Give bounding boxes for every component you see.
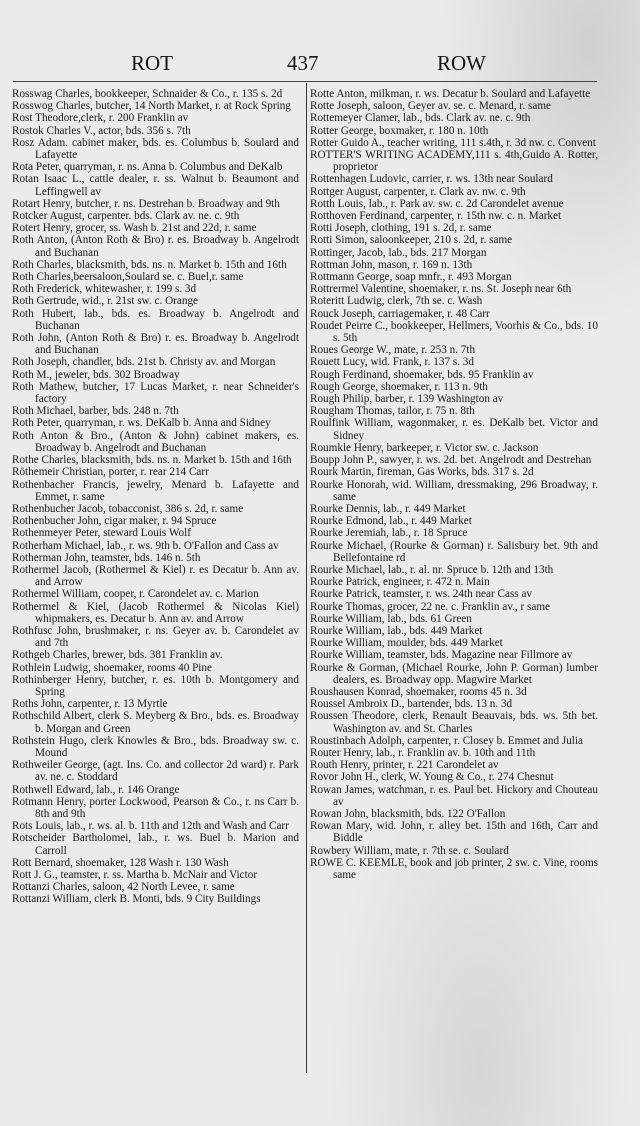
directory-entry: Router Henry, lab., r. Franklin av. b. 10th and 11th <box>310 746 536 759</box>
directory-entry: Roues George W., mate, r. 253 n. 7th <box>310 344 476 357</box>
directory-entry: Roth Charles,beersaloon,Soulard se. c. Buel,r. same <box>12 271 244 284</box>
directory-entry: Rosswog Charles, butcher, 14 North Market, r. at Rock Spring <box>12 100 291 113</box>
directory-entry: Rourke William, moulder, bds. 449 Market <box>310 637 503 650</box>
directory-entry: Roth Hubert, lab., bds. es. Broadway b. Angelrodt and Buchanan <box>12 307 299 332</box>
directory-entry: Boupp John P., sawyer, r. ws. 2d. bet. Angelrodt and Destrehan <box>310 454 592 467</box>
directory-entry: Rourke Honorah, wid. William, dressmaking, 296 Broadway, r. same <box>310 478 598 503</box>
directory-entry: Rotter Guido A., teacher writing, 111 s.4th, r. 3d nw. c. Convent <box>310 136 596 149</box>
directory-entry: Rourke Michael, (Rourke & Gorman) r. Salisbury bet. 9th and Bellefontaine rd <box>310 539 598 564</box>
directory-entry: Rotscheider Bartholomei, lab., r. ws. Buel b. Marion and Carroll <box>12 832 299 857</box>
directory-entry: Rottger August, carpenter, r. Clark av. nw. c. 9th <box>310 185 526 198</box>
directory-entry: Rottmann George, soap mnfr., r. 493 Morgan <box>310 271 512 284</box>
directory-entry: Roth Michael, barber, bds. 248 n. 7th <box>12 405 179 418</box>
directory-entry: Rostok Charles V., actor, bds. 356 s. 7th <box>12 124 191 137</box>
directory-entry: Rost Theodore,clerk, r. 200 Franklin av <box>12 112 189 125</box>
directory-entry: Rourke & Gorman, (Michael Rourke, John P. Gorman) lumber dealers, es. Broadway opp. Magwire Market <box>310 661 598 686</box>
directory-entry: Rourke Edmond, lab., r. 449 Market <box>310 515 472 528</box>
directory-entry: Rosz Adam. cabinet maker, bds. es. Columbus b. Soulard and Lafayette <box>12 136 299 162</box>
directory-entry: Rothermel & Kiel, (Jacob Rothermel & Nicolas Kiel) whipmakers, es. Decatur b. Ann av. and Arrow <box>12 600 299 625</box>
directory-entry: Rourk Martin, fireman, Gas Works, bds. 317 s. 2d <box>310 466 534 479</box>
directory-entry: Röthemeir Christian, porter, r. rear 214 Carr <box>12 466 209 479</box>
directory-entry: Rourke Thomas, grocer, 22 ne. c. Franklin av., r same <box>310 600 551 613</box>
directory-entry: Rowan John, blacksmith, bds. 122 O'Fallon <box>310 807 506 820</box>
directory-entry: Rourke William, teamster, bds. Magazine near Fillmore av <box>310 649 573 662</box>
directory-entry: Rourke William, lab., bds. 449 Market <box>310 624 483 637</box>
directory-entry: Rough Ferdinand, shoemaker, bds. 95 Franklin av <box>310 368 534 381</box>
directory-entry: Rotmann Henry, porter Lockwood, Pearson & Co., r. ns Carr b. 8th and 9th <box>12 795 299 820</box>
page-number: 437 <box>287 51 319 75</box>
directory-entry: Roumkle Henry, barkeeper, r. Victor sw. c. Jackson <box>310 441 539 454</box>
directory-entry: Rotcker August, carpenter. bds. Clark av. ne. c. 9th <box>12 210 240 223</box>
directory-entry: Rothermel William, cooper, r. Carondelet av. c. Marion <box>12 588 259 601</box>
directory-entry: ROWE C. KEEMLE, book and job printer, 2 sw. c. Vine, rooms same <box>310 856 598 881</box>
directory-entry: Roussel Ambroix D., bartender, bds. 13 n. 3d <box>310 698 513 711</box>
directory-entry: Rottemeyer Clamer, lab., bds. Clark av. ne. c. 9th <box>310 112 531 125</box>
running-head-left: ROT <box>131 51 173 75</box>
directory-entry: Rothschild Albert, clerk S. Meyberg & Bro., bds. es. Broadway b. Morgan and Green <box>12 710 299 735</box>
directory-entry: Rothenbucher John, cigar maker, r. 94 Spruce <box>12 515 217 528</box>
directory-entry: Rottrermel Valentine, shoemaker, r. ns. St. Joseph near 6th <box>310 283 572 296</box>
directory-entry: Rothweiler George, (agt. Ins. Co. and collector 2d ward) r. Park av. ne. c. Stoddard <box>12 759 299 784</box>
right-column <box>310 88 598 881</box>
directory-entry: Rotherman John, teamster, bds. 146 n. 5th <box>12 551 201 564</box>
directory-entry: Rouett Lucy, wid. Frank, r. 137 s. 3d <box>310 356 474 369</box>
directory-entry: Rothenmeyer Peter, steward Louis Wolf <box>12 527 191 540</box>
directory-entry: Rotti Joseph, clothing, 191 s. 2d, r. same <box>310 222 492 235</box>
directory-entry: Rott Bernard, shoemaker, 128 Wash r. 130 Wash <box>12 856 229 869</box>
directory-entry: Rotherham Michael, lab., r. ws. 9th b. O'Fallon and Cass av <box>12 539 279 552</box>
directory-entry: Rowan Mary, wid. John, r. alley bet. 15th and 16th, Carr and Biddle <box>310 820 598 845</box>
directory-entry: Rottman John, mason, r. 169 n. 13th <box>310 258 473 271</box>
directory-entry: Roulfink William, wagonmaker, r. es. DeKalb bet. Victor and Sidney <box>310 417 598 442</box>
directory-entry: Rott J. G., teamster, r. ss. Martha b. McNair and Victor <box>12 869 258 881</box>
directory-entry: Rourke Patrick, engineer, r. 472 n. Main <box>310 576 490 589</box>
directory-entry: Roudet Peirre C., bookkeeper, Hellmers, Voorhis & Co., bds. 10 s. 5th <box>310 319 598 345</box>
directory-entry: Rough Philip, barber, r. 139 Washington av <box>310 393 504 406</box>
directory-entry: Rothenbucher Jacob, tobacconist, 386 s. 2d, r. same <box>12 502 244 515</box>
left-column <box>12 88 299 906</box>
directory-entry: Roth Charles, blacksmith, bds. ns. n. Market b. 15th and 16th <box>12 258 287 271</box>
directory-entry: Rottenhagen Ludovic, carrier, r. ws. 13th near Soulard <box>310 173 553 186</box>
directory-entry: Roth John, (Anton Roth & Bro) r. es. Broadway b. Angelrodt and Buchanan <box>12 332 299 357</box>
directory-entry: Rowbery William, mate, r. 7th se. c. Soulard <box>310 844 509 857</box>
directory-entry: Rothfusc John, brushmaker, r. ns. Geyer av. b. Carondelet av and 7th <box>12 624 299 650</box>
directory-entry: Rotth Louis, lab., r. Park av. sw. c. 2d Carondelet avenue <box>310 197 564 210</box>
header-rule <box>13 81 597 82</box>
directory-entry: Rouck Joseph, carriagemaker, r. 48 Carr <box>310 307 490 320</box>
directory-entry: Rotan Isaac L., cattle dealer, r. ss. Walnut b. Beaumont and Leffingwell av <box>12 173 299 198</box>
directory-entry: Roushausen Konrad, shoemaker, rooms 45 n. 3d <box>310 685 527 698</box>
directory-entry: Rothgeb Charles, brewer, bds. 381 Franklin av. <box>12 649 223 662</box>
directory-entry: Rothlein Ludwig, shoemaker, rooms 40 Pine <box>12 661 212 674</box>
directory-entry: Rotthoven Ferdinand, carpenter, r. 15th nw. c. n. Market <box>310 210 562 223</box>
directory-entry: Rothstein Hugo, clerk Knowles & Bro., bds. Broadway sw. c. Mound <box>12 734 299 759</box>
directory-entry: Roustinbach Adolph, carpenter, r. Closey b. Emmet and Julia <box>310 734 583 747</box>
running-head-right: ROW <box>437 51 486 75</box>
directory-entry: Rotart Henry, butcher, r. ns. Destrehan b. Broadway and 9th <box>12 197 280 210</box>
directory-entry: Rothwell Edward, lab., r. 146 Orange <box>12 783 180 796</box>
directory-entry: Rothenbacher Francis, jewelry, Menard b. Lafayette and Emmet, r. same <box>12 478 299 503</box>
directory-entry: Rourke Patrick, teamster, r. ws. 24th near Cass av <box>310 588 533 601</box>
directory-entry: ROTTER'S WRITING ACADEMY,111 s. 4th,Guido A. Rotter, proprietor <box>310 149 598 174</box>
directory-entry: Rourke Jeremiah, lab., r. 18 Spruce <box>310 527 468 540</box>
directory-entry: Rots Louis, lab., r. ws. al. b. 11th and 12th and Wash and Carr <box>12 820 289 833</box>
directory-entry: Rough George, shoemaker, r. 113 n. 9th <box>310 380 488 393</box>
directory-entry: Roths John, carpenter, r. 13 Myrtle <box>12 698 168 711</box>
directory-entry: Roth Mathew, butcher, 17 Lucas Market, r. near Schneider's factory <box>12 380 299 406</box>
directory-entry: Roth Anton & Bro., (Anton & John) cabinet makers, es. Broadway b. Angelrodt and Buchanan <box>12 429 299 454</box>
directory-entry: Rottanzi William, clerk B. Monti, bds. 9 City Buildings <box>12 893 261 906</box>
directory-entry: Roteritt Ludwig, clerk, 7th se. c. Wash <box>310 295 483 308</box>
directory-entry: Roth Peter, quarryman, r. ws. DeKalb b. Anna and Sidney <box>12 417 271 430</box>
directory-entry: Rothe Charles, blacksmith, bds. ns. n. Market b. 15th and 16th <box>12 454 292 467</box>
directory-entry: Rotter George, boxmaker, r. 180 n. 10th <box>310 124 489 137</box>
directory-entry: Rottinger, Jacob, lab., bds. 217 Morgan <box>310 246 487 259</box>
directory-entry: Roth Joseph, chandler, bds. 21st b. Christy av. and Morgan <box>12 356 276 369</box>
directory-entry: Roth Gertrude, wid., r. 21st sw. c. Orange <box>12 295 199 308</box>
column-divider <box>306 83 307 1073</box>
directory-entry: Rotti Simon, saloonkeeper, 210 s. 2d, r. same <box>310 234 513 247</box>
directory-entry: Rosswag Charles, bookkeeper, Schnaider & Co., r. 135 s. 2d <box>12 88 283 100</box>
directory-entry: Rowan James, watchman, r. es. Paul bet. Hickory and Chouteau av <box>310 783 598 808</box>
directory-entry: Rourke Michael, lab., r. al. nr. Spruce b. 12th and 13th <box>310 563 554 576</box>
directory-entry: Roth M., jeweler, bds. 302 Broadway <box>12 368 180 381</box>
directory-entry: Rougham Thomas, tailor, r. 75 n. 8th <box>310 405 475 418</box>
directory-entry: Rothermel Jacob, (Rothermel & Kiel) r. es Decatur b. Ann av. and Arrow <box>12 563 299 589</box>
directory-entry: Rottanzi Charles, saloon, 42 North Levee, r. same <box>12 881 235 894</box>
directory-entry: Roussen Theodore, clerk, Renault Beauvais, bds. ws. 5th bet. Washington av. and St. Charles <box>310 710 598 735</box>
directory-entry: Rovor John H., clerk, W. Young & Co., r. 274 Chesnut <box>310 771 554 784</box>
directory-entry: Rota Peter, quarryman, r. ns. Anna b. Columbus and DeKalb <box>12 161 283 174</box>
directory-entry: Rourke William, lab., bds. 61 Green <box>310 612 472 625</box>
directory-entry: Rotte Anton, milkman, r. ws. Decatur b. Soulard and Lafayette <box>310 88 591 100</box>
directory-entry: Roth Anton, (Anton Roth & Bro) r. es. Broadway b. Angelrodt and Buchanan <box>12 234 299 259</box>
directory-entry: Rothinberger Henry, butcher, r. es. 10th b. Montgomery and Spring <box>12 673 299 698</box>
directory-entry: Rotert Henry, grocer, ss. Wash b. 21st and 22d, r. same <box>12 222 257 235</box>
directory-entry: Roth Frederick, whitewasher, r. 199 s. 3d <box>12 283 197 296</box>
directory-entry: Rourke Dennis, lab., r. 449 Market <box>310 502 466 515</box>
directory-entry: Routh Henry, printer, r. 221 Carondelet av <box>310 759 499 772</box>
directory-entry: Rotte Joseph, saloon, Geyer av. se. c. Menard, r. same <box>310 100 551 113</box>
